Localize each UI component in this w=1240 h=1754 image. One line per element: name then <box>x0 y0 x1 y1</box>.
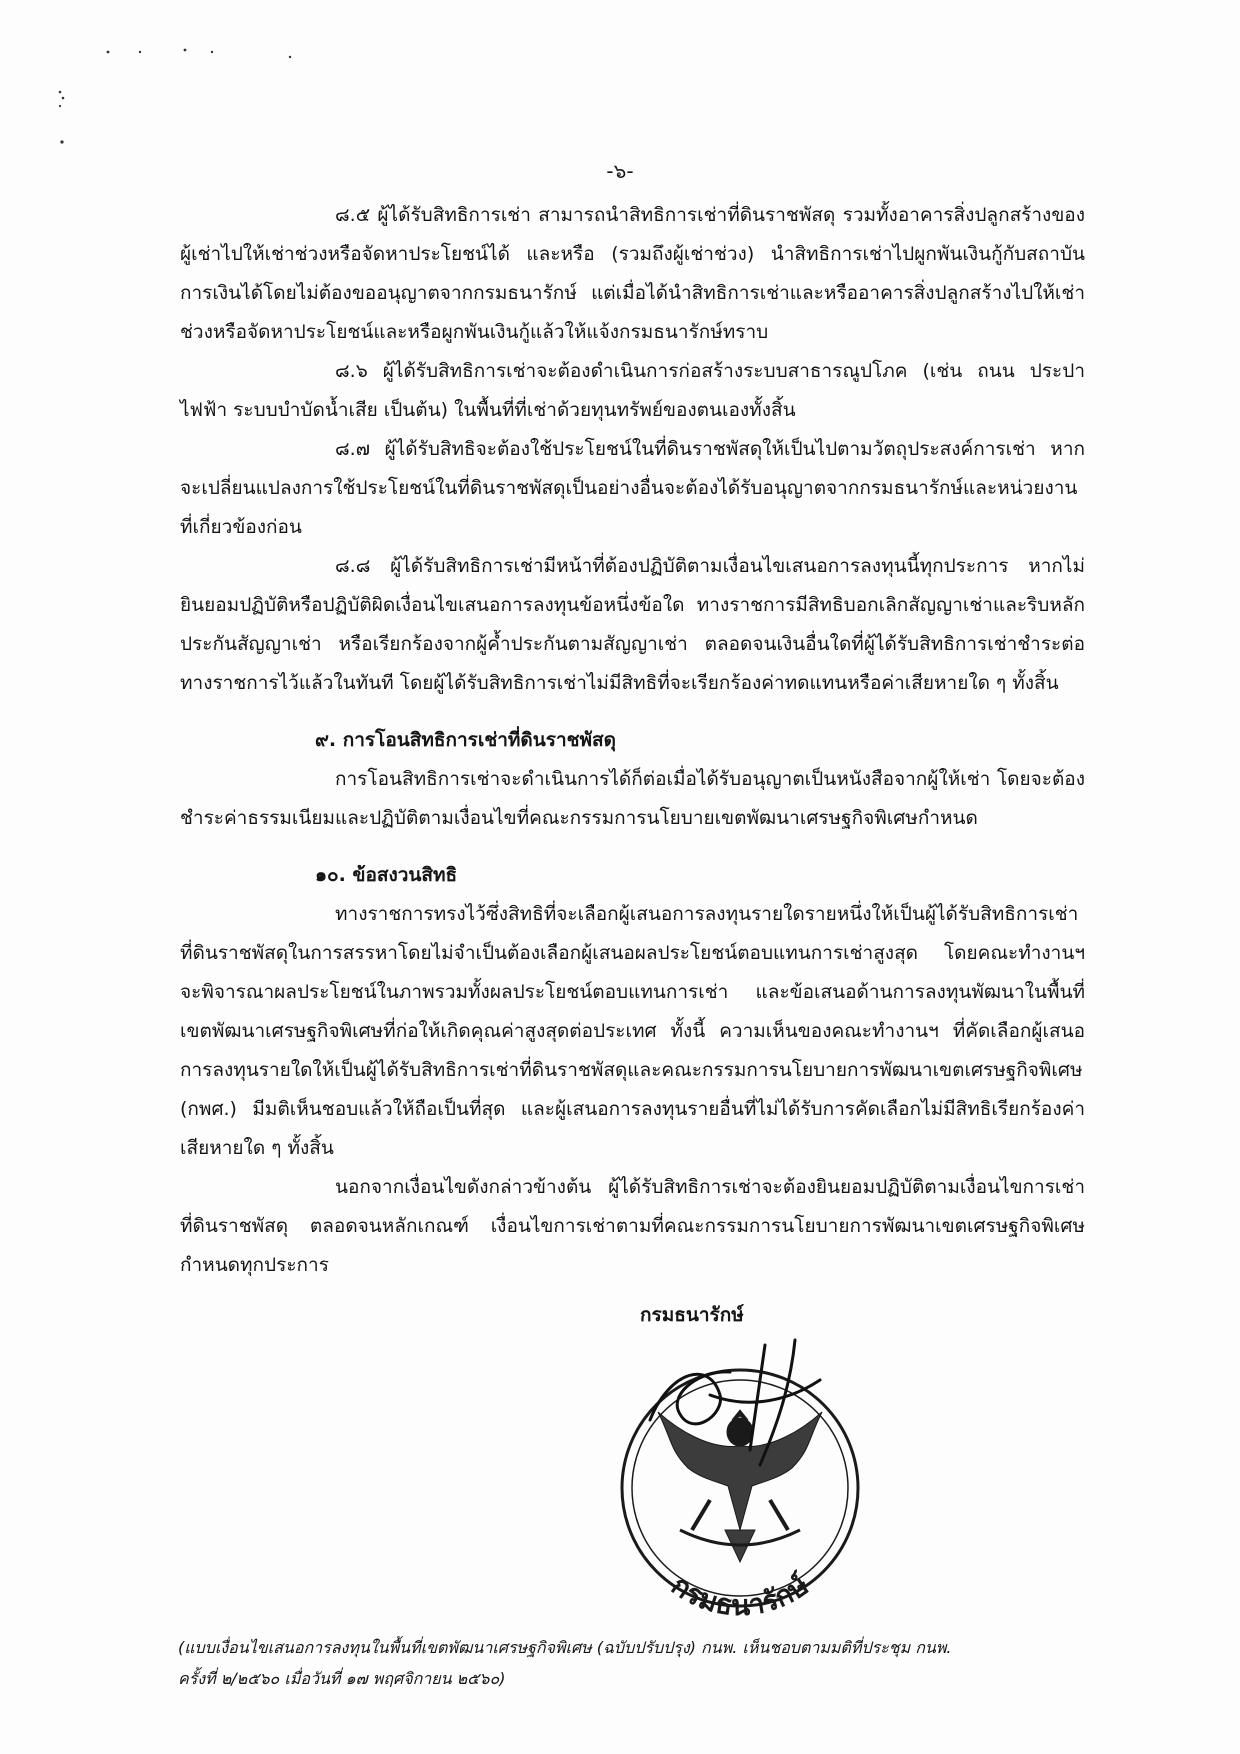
section-9-heading: ๙. การโอนสิทธิการเช่าที่ดินราชพัสดุ <box>315 729 616 751</box>
footnote-line-2: ครั้งที่ ๒/๒๕๖๐ เมื่อวันที่ ๑๗ พฤศจิกายน ๒๕๖๐) <box>178 1669 506 1688</box>
official-seal <box>560 1300 890 1630</box>
signer-name: กรมธนารักษ์ <box>640 1300 744 1330</box>
section-10-text: ทางราชการทรงไว้ซึ่งสิทธิที่จะเลือกผู้เสนอการลงทุนรายใดรายหนึ่งให้เป็นผู้ได้รับสิทธิการเช่าที่ดินราชพัสดุในการสรรหาโดยไม่จำเป็นต้องเลือกผู้เสนอผลประโยชน์ตอบแทนการเช่าสูงสุด โดยคณะทำงานฯ จะพิจารณาผลประโยชน์ในภาพรวมทั้งผลประโยชน์ตอบแทนการเช่า และข้อเสนอด้านการลงทุนพัฒนาในพื้นที่เขตพัฒนาเศรษฐกิจพิเศษที่ก่อให้เกิดคุณค่าสูงสุดต่อประเทศ ทั้งนี้ ความเห็นของคณะทำงานฯ ที่คัดเลือกผู้เสนอการลงทุนรายใดให้เป็นผู้ได้รับสิทธิการเช่าที่ดินราชพัสดุและคณะกรรมการนโยบายการพัฒนาเขตเศรษฐกิจพิเศษ (กพศ.) มีมติเห็นชอบแล้วให้ถือเป็นที่สุด และผู้เสนอการลงทุนรายอื่นที่ไม่ได้รับการคัดเลือกไม่มีสิทธิเรียกร้องค่าเสียหายใด ๆ ทั้งสิ้น <box>180 903 1085 1159</box>
section-9-text: การโอนสิทธิการเช่าจะดำเนินการได้ก็ต่อเมื่อได้รับอนุญาตเป็นหนังสือจากผู้ให้เช่า โดยจะต้องชำระค่าธรรมเนียมและปฏิบัติตามเงื่อนไขที่คณะกรรมการนโยบายเขตพัฒนาเศรษฐกิจพิเศษกำหนด <box>180 768 1085 829</box>
document-body <box>180 196 1085 1285</box>
clause-8-5: ๘.๕ ผู้ได้รับสิทธิการเช่า สามารถนำสิทธิการเช่าที่ดินราชพัสดุ รวมทั้งอาคารสิ่งปลูกสร้างของผู้เช่าไปให้เช่าช่วงหรือจัดหาประโยชน์ได้ และหรือ (รวมถึงผู้เช่าช่วง) นำสิทธิการเช่าไปผูกพันเงินกู้กับสถาบันการเงินได้โดยไม่ต้องขออนุญาตจากกรมธนารักษ์ แต่เมื่อได้นำสิทธิการเช่าและหรืออาคารสิ่งปลูกสร้างไปให้เช่าช่วงหรือจัดหาประโยชน์และหรือผูกพันเงินกู้แล้วให้แจ้งกรมธนารักษ์ทราบ <box>180 204 1085 343</box>
svg-text:กรมธนารักษ์: กรมธนารักษ์ <box>665 1568 815 1623</box>
footnote-line-1: (แบบเงื่อนไขเสนอการลงทุนในพื้นที่เขตพัฒนาเศรษฐกิจพิเศษ (ฉบับปรับปรุง) กนพ. เห็นชอบตามมติที่ประชุม กนพ. <box>178 1638 952 1657</box>
clause-8-6: ๘.๖ ผู้ได้รับสิทธิการเช่าจะต้องดำเนินการก่อสร้างระบบสาธารณูปโภค (เช่น ถนน ประปา ไฟฟ้า ระบบบำบัดน้ำเสีย เป็นต้น) ในพื้นที่ที่เช่าด้วยทุนทรัพย์ของตนเองทั้งสิ้น <box>180 360 1085 421</box>
clause-8-8: ๘.๘ ผู้ได้รับสิทธิการเช่ามีหน้าที่ต้องปฏิบัติตามเงื่อนไขเสนอการลงทุนนี้ทุกประการ หากไม่ยินยอมปฏิบัติหรือปฏิบัติผิดเงื่อนไขเสนอการลงทุนข้อหนึ่งข้อใด ทางราชการมีสิทธิบอกเลิกสัญญาเช่าและริบหลักประกันสัญญาเช่า หรือเรียกร้องจากผู้ค้ำประกันตามสัญญาเช่า ตลอดจนเงินอื่นใดที่ผู้ได้รับสิทธิการเช่าชำระต่อทางราชการไว้แล้วในทันที โดยผู้ได้รับสิทธิการเช่าไม่มีสิทธิที่จะเรียกร้องค่าทดแทนหรือค่าเสียหายใด ๆ ทั้งสิ้น <box>180 555 1085 694</box>
garuda-emblem-icon <box>658 1410 822 1562</box>
signature-block <box>560 1300 890 1630</box>
closing-paragraph: นอกจากเงื่อนไขดังกล่าวข้างต้น ผู้ได้รับสิทธิการเช่าจะต้องยินยอมปฏิบัติตามเงื่อนไขการเช่าที่ดินราชพัสดุ ตลอดจนหลักเกณฑ์ เงื่อนไขการเช่าตามที่คณะกรรมการนโยบายการพัฒนาเขตเศรษฐกิจพิเศษกำหนดทุกประการ <box>180 1176 1085 1276</box>
page-number: -๖- <box>606 159 634 183</box>
section-10-heading: ๑๐. ข้อสงวนสิทธิ <box>315 864 458 886</box>
footnote <box>178 1632 1098 1694</box>
clause-8-7: ๘.๗ ผู้ได้รับสิทธิจะต้องใช้ประโยชน์ในที่ดินราชพัสดุให้เป็นไปตามวัตถุประสงค์การเช่า หากจะเปลี่ยนแปลงการใช้ประโยชน์ในที่ดินราชพัสดุเป็นอย่างอื่นจะต้องได้รับอนุญาตจากกรมธนารักษ์และหน่วยงานที่เกี่ยวข้องก่อน <box>180 438 1085 538</box>
